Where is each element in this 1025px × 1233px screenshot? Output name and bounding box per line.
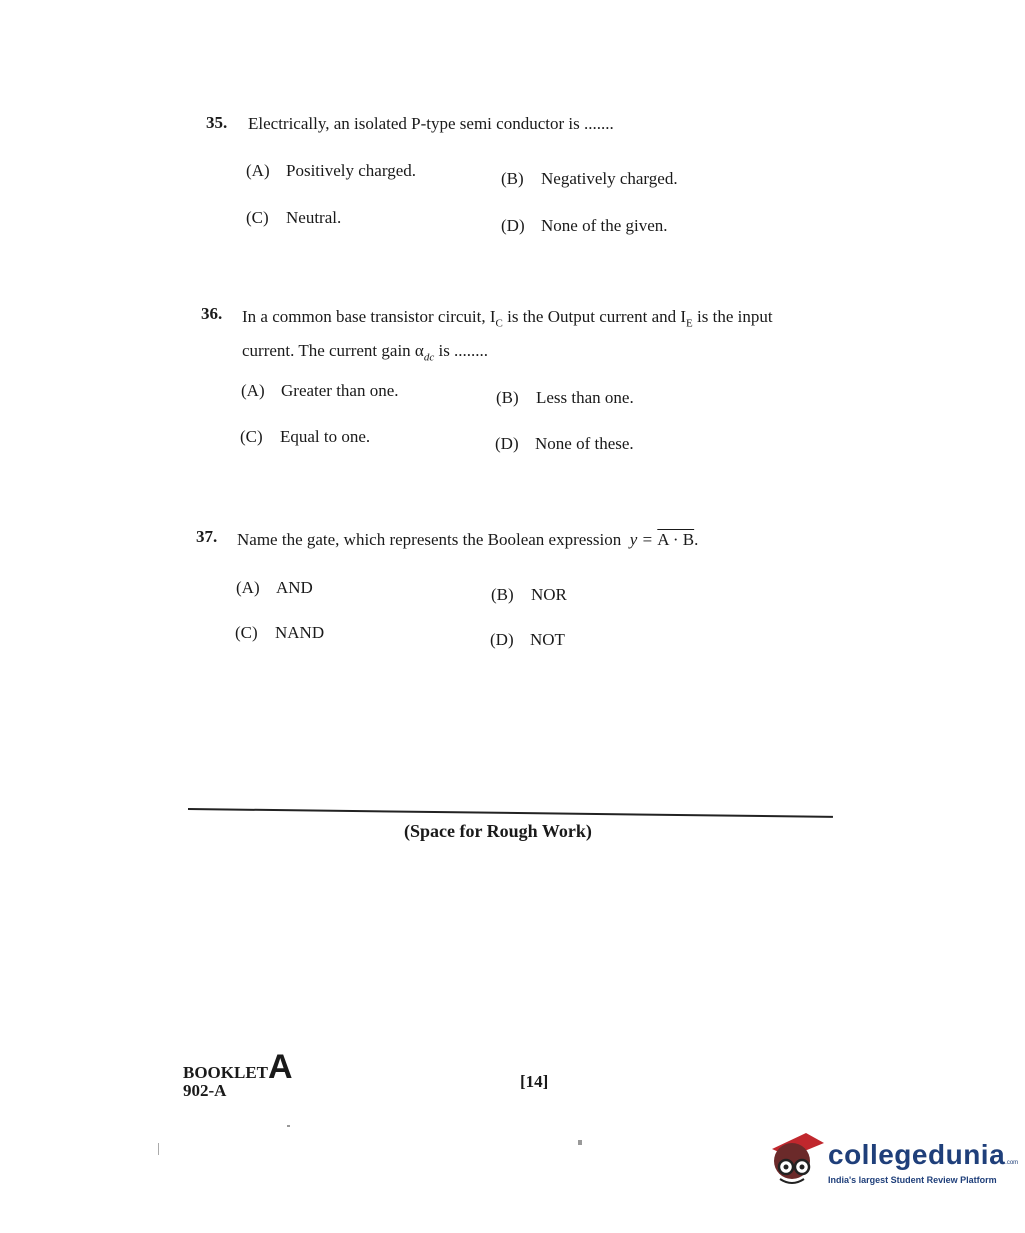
brand-suffix: .com — [1005, 1160, 1019, 1166]
booklet-id — [183, 1048, 293, 1100]
boolean-expression-lhs: y = — [629, 530, 658, 549]
question-36-option-d[interactable] — [495, 434, 634, 454]
question-35-option-a[interactable] — [246, 161, 416, 181]
question-36-line-2: current. The current gain $\alpha_{dc}$ is ........ — [242, 341, 489, 364]
scan-speck — [287, 1125, 290, 1127]
option-label: (D) — [490, 630, 514, 649]
question-37-option-a[interactable] — [236, 578, 313, 598]
boolean-expression-overlined: A · B — [657, 530, 695, 549]
option-label: (B) — [491, 585, 514, 604]
option-label: (D) — [501, 216, 525, 235]
question-35-number: 35. — [206, 113, 228, 132]
collegedunia-mascot-icon — [766, 1127, 826, 1193]
rough-work-label: (Space for Rough Work) — [404, 821, 592, 841]
option-text: None of these. — [535, 434, 634, 453]
rough-work-divider — [188, 808, 833, 818]
option-text: Less than one. — [536, 388, 634, 407]
option-text: None of the given. — [541, 216, 668, 235]
option-text: NAND — [275, 623, 325, 642]
question-37-option-c[interactable] — [235, 623, 324, 643]
question-36-number: 36. — [201, 304, 223, 323]
scan-speck — [578, 1140, 582, 1145]
option-text: Greater than one. — [281, 381, 399, 400]
booklet-word: BOOKLET — [183, 1063, 269, 1082]
option-text: NOT — [530, 630, 565, 649]
option-label: (D) — [495, 434, 519, 453]
option-text: Negatively charged. — [541, 169, 678, 188]
question-37-option-b[interactable] — [491, 585, 567, 605]
question-35-option-d[interactable] — [501, 216, 668, 236]
booklet-code: 902-A — [183, 1081, 227, 1100]
option-text: Positively charged. — [286, 161, 416, 180]
option-label: (A) — [236, 578, 260, 597]
option-label: (A) — [241, 381, 265, 400]
option-label: (C) — [235, 623, 258, 642]
question-36-option-b[interactable] — [496, 388, 634, 408]
question-36-line-1: In a common base transistor circuit, $I_C$ is the Output current and $I_E$ is the input — [242, 307, 773, 330]
option-text: NOR — [531, 585, 567, 604]
option-text: Neutral. — [286, 208, 342, 227]
option-label: (C) — [246, 208, 269, 227]
question-37-text: Name the gate, which represents the Boolean expression y = A · B. — [237, 530, 699, 549]
brand-name: collegedunia — [828, 1139, 1006, 1170]
scan-speck — [158, 1143, 159, 1155]
option-label: (A) — [246, 161, 270, 180]
question-36-text — [242, 303, 852, 372]
option-text: AND — [276, 578, 313, 597]
question-37-option-d[interactable] — [490, 630, 565, 650]
collegedunia-logo — [828, 1139, 1018, 1171]
question-36-option-a[interactable] — [241, 381, 399, 401]
question-35-text: Electrically, an isolated P-type semi conductor is ....... — [248, 114, 614, 133]
question-35-option-c[interactable] — [246, 208, 341, 228]
booklet-letter: A — [268, 1048, 293, 1086]
option-label: (C) — [240, 427, 263, 446]
option-label: (B) — [496, 388, 519, 407]
question-36-option-c[interactable] — [240, 427, 370, 447]
brand-tagline: India's largest Student Review Platform — [828, 1175, 997, 1185]
question-37-number: 37. — [196, 527, 218, 546]
option-text: Equal to one. — [280, 427, 371, 446]
question-35-option-b[interactable] — [501, 169, 678, 189]
option-label: (B) — [501, 169, 524, 188]
page-number: [14] — [520, 1072, 549, 1091]
